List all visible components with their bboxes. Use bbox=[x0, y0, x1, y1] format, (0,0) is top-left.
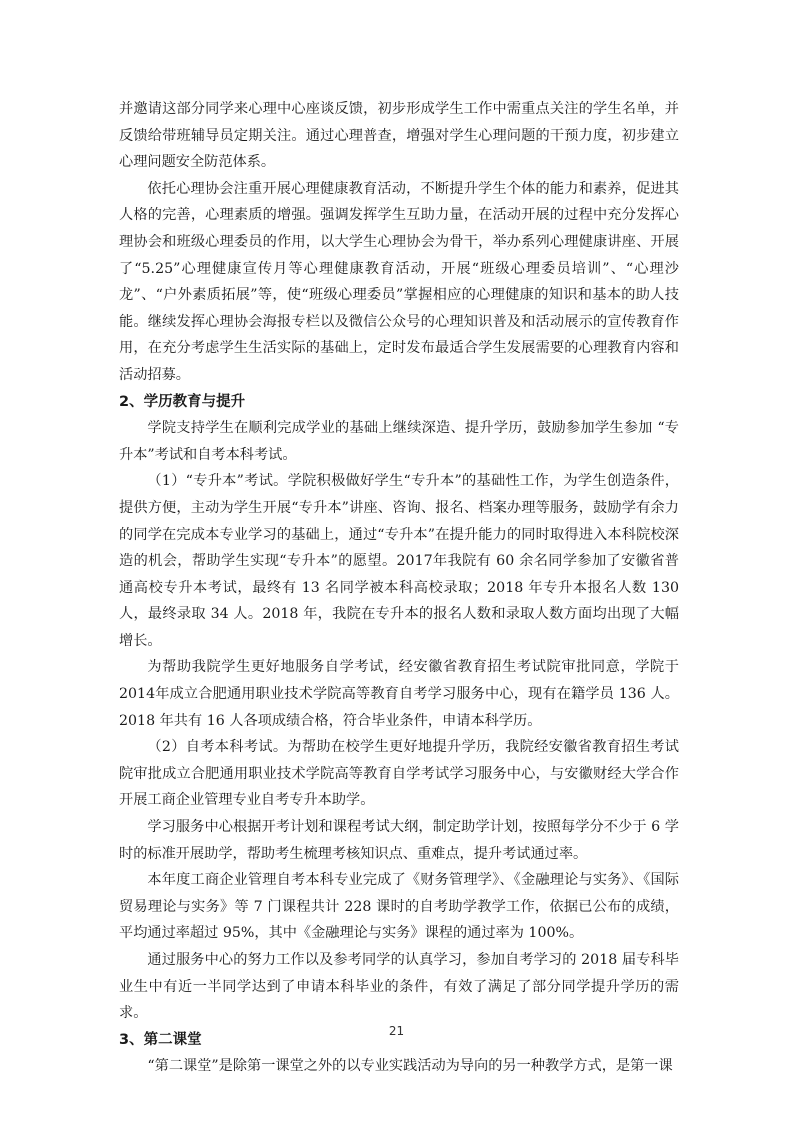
paragraph-study-plan: 学习服务中心根据开考计划和课程考试大纲，制定助学计划，按照每学分不少于 6 学时的标准开展助学，帮助考生梳理考核知识点、重难点，提升考试通过率。 bbox=[119, 819, 679, 862]
section-heading-education: 2、学历教育与提升 bbox=[119, 393, 246, 410]
paragraph-upgrade-exam: （1）“专升本”考试。学院积极做好学生“专升本”的基础性工作，为学生创造条件，提供方便，主动为学生开展“专升本”讲座、咨询、报名、档案办理等服务，鼓励学有余力的同学在完成本专业学习的基础上，通过“专升本”在提升能力的同时取得进入本科院校深造的机会，帮助学生实现“专升本”的愿望。2017年我院有 60 余名同学参加了安徽省普通高校专升本考试，最终有 13 名同学被本科高校录取；2018 年专升本报名人数 130 人，最终录取 34 人。2018 年，我院在专升本的报名人数和录取人数方面均出现了大幅增长。 bbox=[119, 473, 679, 649]
page-number: 21 bbox=[388, 1024, 405, 1038]
paragraph-second-classroom: “第二课堂”是除第一课堂之外的以专业实践活动为导向的另一种教学方式，是第一课 bbox=[147, 1058, 673, 1075]
paragraph-self-study-center: 为帮助我院学生更好地服务自学考试，经安徽省教育招生考试院审批同意，学院于 2014年成立合肥通用职业技术学院高等教育自考学习服务中心，现有在籍学员 136 人。2018 年共有 16 人各项成绩合格，符合毕业条件，申请本科学历。 bbox=[119, 659, 679, 729]
paragraph-psych-association: 依托心理协会注重开展心理健康教育活动，不断提升学生个体的能力和素养，促进其人格的完善，心理素质的增强。强调发挥学生互助力量，在活动开展的过程中充分发挥心理协会和班级心理委员的作用，以大学生心理协会为骨干，举办系列心理健康讲座、开展了“5.25”心理健康宣传月等心理健康教育活动，开展“班级心理委员培训”、“心理沙龙”、“户外素质拓展”等，使“班级心理委员”掌握相应的心理健康的知识和基本的助人技能。继续发挥心理协会海报专栏以及微信公众号的心理知识普及和活动展示的宣传教育作用，在充分考虑学生生活实际的基础上，定时发布最适合学生发展需要的心理教育内容和活动招募。 bbox=[119, 180, 679, 383]
paragraph-courses: 本年度工商企业管理自考本科专业完成了《财务管理学》、《金融理论与实务》、《国际贸易理论与实务》等 7 门课程共计 228 课时的自考助学教学工作，依据已公布的成绩，平均通过率超过 95%，其中《金融理论与实务》课程的通过率为 100%。 bbox=[119, 872, 679, 942]
paragraph-self-exam: （2）自考本科考试。为帮助在校学生更好地提升学历，我院经安徽省教育招生考试院审批成立合肥通用职业技术学院高等教育自学考试学习服务中心，与安徽财经大学合作开展工商企业管理专业自考专升本助学。 bbox=[119, 739, 679, 809]
paragraph-results: 通过服务中心的努力工作以及参考同学的认真学习，参加自考学习的 2018 届专科毕业生中有近一半同学达到了申请本科毕业的条件，有效了满足了部分同学提升学历的需求。 bbox=[119, 952, 679, 1022]
page-content bbox=[119, 96, 679, 1080]
paragraph-education-intro: 学院支持学生在顺利完成学业的基础上继续深造、提升学历，鼓励参加学生参加 “专升本”考试和自考本科考试。 bbox=[119, 420, 679, 463]
paragraph-continued: 并邀请这部分同学来心理中心座谈反馈，初步形成学生工作中需重点关注的学生名单，并反馈给带班辅导员定期关注。通过心理普查，增强对学生心理问题的干预力度，初步建立心理问题安全防范体系。 bbox=[119, 101, 679, 171]
section-heading-second-classroom: 3、第二课堂 bbox=[119, 1031, 202, 1048]
